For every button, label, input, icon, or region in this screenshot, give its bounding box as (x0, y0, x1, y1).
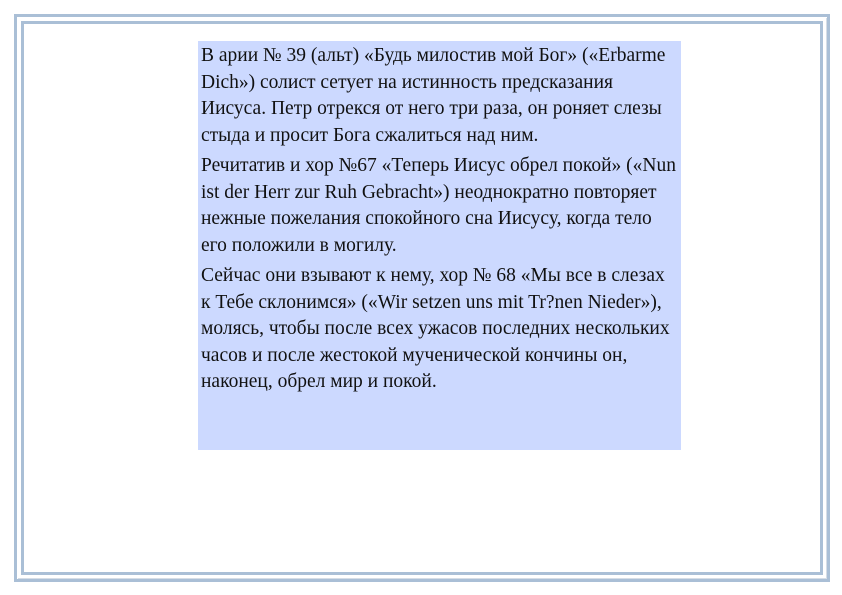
paragraph-recitative-67: Речитатив и хор №67 «Теперь Иисус обрел покой» («Nun ist der Herr zur Ruh Gebracht») неоднократно повторяет нежные пожелания спокойного сна Иисусу, когда тело его положили в могилу. (201, 155, 676, 256)
paragraph-chorus-68: Сейчас они взывают к нему, хор № 68 «Мы все в слезах к Тебе склонимся» («Wir setzen uns mit Tr?nen Nieder»), молясь, чтобы после всех ужасов последних нескольких часов и после жестокой мученической кончины он, наконец, обрел мир и покой. (201, 265, 670, 392)
text-box (198, 41, 681, 450)
paragraph-aria-39: В арии № 39 (альт) «Будь милостив мой Бог» («Erbarme Dich») солист сетует на истинность предсказания Иисуса. Петр отрекся от него три раза, он роняет слезы стыда и просит Бога сжалиться над ним. (201, 45, 666, 146)
